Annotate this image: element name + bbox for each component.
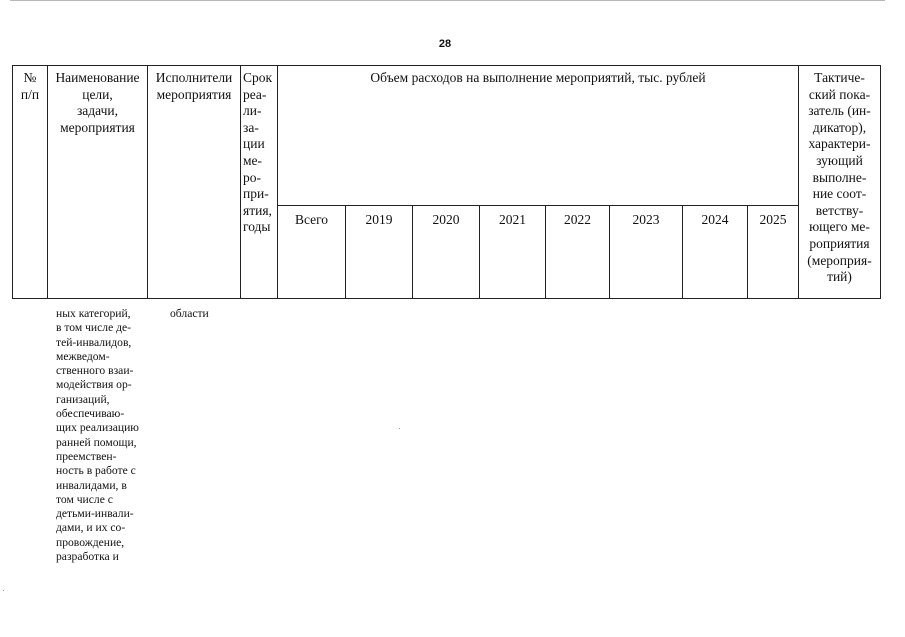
page-number: 28: [438, 38, 452, 50]
header-year-2022: 2022: [564, 212, 591, 227]
body-executor-continued: области: [170, 307, 209, 320]
table-top-border: [12, 65, 881, 66]
header-year-2020: 2020: [432, 212, 460, 227]
header-year-2024: 2024: [701, 212, 729, 227]
header-year-2025: 2025: [759, 212, 787, 227]
header-year-2019: 2019: [365, 212, 393, 227]
header-year-2023: 2023: [632, 212, 660, 227]
header-indicator: Тактиче- ский пока- затель (ин- дикатор), характери- зующий выполне- ние соот- ветству- ющего ме- роприятия (мероприя- тий): [807, 70, 872, 285]
table-bottom-border: [12, 298, 881, 299]
header-year-2021: 2021: [499, 212, 526, 227]
header-year-total: Всего: [294, 212, 329, 227]
year-row-divider: [277, 205, 798, 206]
header-term: Срок реа- ли- за- ции ме- ро- при- ятия, годы: [243, 70, 273, 235]
scan-speck: [3, 590, 4, 591]
body-name-continued: ных категорий, в том числе де- тей-инвалидов, межведом- ственного взаи- модействия ор- ганизаций, обеспечиваю- щих реализацию ранней помощи, преемствен- ность в работе с инвалидами, в том числе с детьми-инвали- дами, и их со- провождение, разработка и: [56, 307, 139, 564]
scan-speck: [399, 428, 400, 429]
header-name: Наименование цели, задачи, мероприятия: [55, 70, 140, 135]
header-expenses: Объем расходов на выполнение мероприятий, тыс. рублей: [370, 70, 706, 85]
col-line: [240, 65, 241, 299]
col-line: [277, 65, 278, 299]
col-line: [880, 65, 881, 299]
header-number: № п/п: [20, 70, 40, 102]
header-executors: Исполнители мероприятия: [155, 70, 233, 102]
